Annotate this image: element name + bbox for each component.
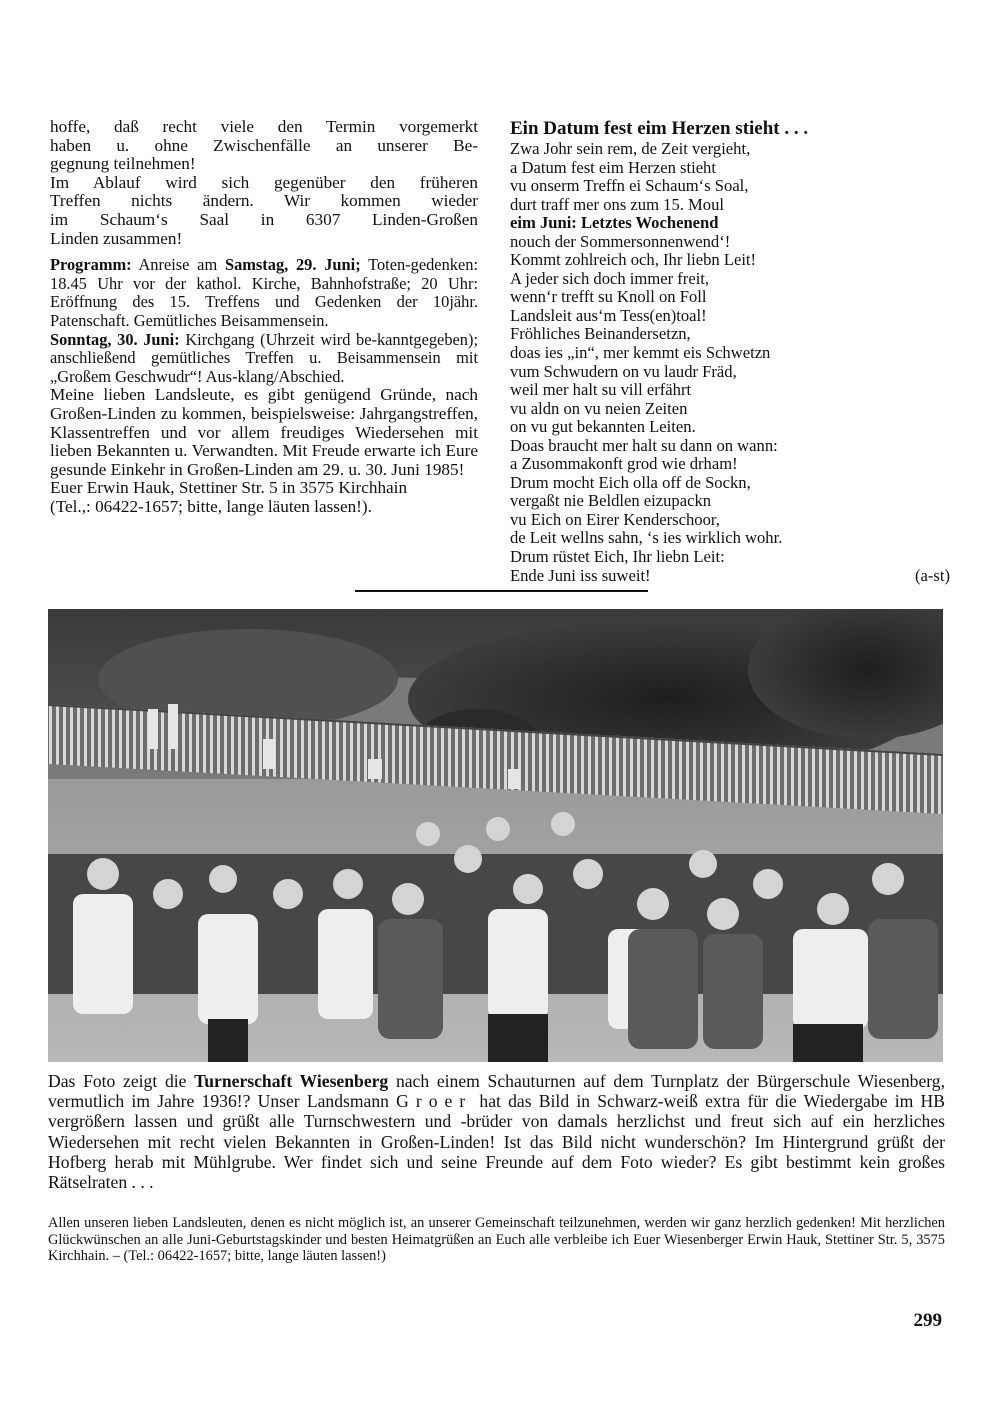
program-saturday: Samstag, 29. Juni; bbox=[224, 255, 361, 275]
left-column bbox=[50, 118, 478, 516]
poem-line: wenn‘r trefft su Knoll on Foll bbox=[510, 287, 707, 307]
poem-line: Kommt zohlreich och, Ihr liebn Leit! bbox=[510, 250, 757, 270]
intro-line: Linden zusammen! bbox=[50, 228, 183, 248]
club-name: Turnerschaft Wiesenberg bbox=[194, 1071, 389, 1091]
poem-line: Doas braucht mer halt su dann on wann: bbox=[510, 435, 778, 455]
poem-line: a Datum fest eim Herzen stieht bbox=[510, 157, 716, 177]
program-sunday: Sonntag, 30. Juni: bbox=[50, 329, 180, 349]
program-paragraph: Programm: Anreise am Samstag, 29. Juni; Toten-gedenken: 18.45 Uhr vor der kathol. Kirche, Bahnhofstraße; 20 Uhr: Eröffnung des 15. Treffens und Gedenken der 10jähr. Patenschaft. Gemütliches Beisammensein. Sonntag, 30. Juni: Kirchgang (Uhrzeit wird be-kanntgegeben); anschließend gemütliches Treffen u. Beisammensein mit „Großem Geschwudr“! Aus-klang/Abschied. bbox=[50, 255, 479, 386]
poem-line: on vu gut bekannten Leiten. bbox=[510, 417, 696, 437]
program-label: Programm: bbox=[50, 255, 132, 275]
appeal-paragraph: Meine lieben Landsleute, es gibt genügend Gründe, nach Großen-Linden zu kommen, beispielsweise: Jahrgangstreffen, Klassentreffen und vor allem freudiges Wiedersehen mit lieben Bekannten u. Verwandten. Mit Freude erwarte ich Eure gesunde Einkehr in Großen-Linden am 29. u. 30. Juni 1985! bbox=[50, 385, 478, 479]
poem-line: Drum rüstet Eich, Ihr liebn Leit: bbox=[510, 547, 725, 567]
group-photo bbox=[48, 609, 943, 1062]
divider-rule bbox=[355, 590, 648, 592]
poem-line: Drum mocht Eich olla off de Sockn, bbox=[510, 472, 751, 492]
intro-line: Treffen nichts ändern. Wir kommen wieder bbox=[50, 191, 478, 211]
poem-line: Landsleit aus‘m Tess(en)toal! bbox=[510, 305, 707, 325]
intro-paragraph bbox=[50, 118, 478, 248]
intro-line: Im Ablauf wird sich gegenüber den früheren bbox=[50, 172, 478, 192]
poem-line: vu onserm Treffn ei Schaum‘s Soal, bbox=[510, 176, 749, 196]
photographer-name: Groer bbox=[396, 1091, 473, 1112]
poem-line: vu Eich on Eirer Kenderschoor, bbox=[510, 509, 720, 529]
poem-line: vergaßt nie Beldlen eizupackn bbox=[510, 491, 712, 511]
intro-line: im Schaum‘s Saal in 6307 Linden-Großen bbox=[50, 209, 478, 229]
poem-line: A jeder sich doch immer freit, bbox=[510, 268, 710, 288]
poem-line: vum Schwudern on vu laudr Fräd, bbox=[510, 361, 737, 381]
poem-line: a Zusommakonft grod wie drham! bbox=[510, 454, 738, 474]
poem-line: vu aldn on vu neien Zeiten bbox=[510, 398, 688, 418]
poem-line: eim Juni: Letztes Wochenend bbox=[510, 213, 719, 233]
poem-line: weil mer halt su vill erfährt bbox=[510, 380, 692, 400]
poem-line: nouch der Sommersonnenwend‘! bbox=[510, 231, 731, 251]
intro-line: gegnung teilnehmen! bbox=[50, 154, 196, 174]
poem-line: Ende Juni iss suweit! (a-st) bbox=[510, 565, 950, 585]
poem-line: Zwa Johr sein rem, de Zeit vergieht, bbox=[510, 139, 751, 158]
photo-caption: Das Foto zeigt die Turnerschaft Wiesenberg nach einem Schauturnen auf dem Turnplatz der Bürgerschule Wiesenberg, vermutlich im Jahre 1936!? Unser Landsmann Groer hat das Bild in Schwarz-weiß extra für die Wiedergabe im HB vergrößern lassen und grüßt alle Turnschwestern und -brüder von damals herzlichst und freut sich auf ein herzliches Wiedersehen mit recht vielen Bekannten in Großen-Linden! Ist das Bild nicht wunderschön? Im Hintergrund grüßt der Hofberg herab mit Mühlgrube. Wer findet sich und seine Freunde auf dem Foto wieder? Es gibt bestimmt kein großes Rätselraten . . . bbox=[48, 1071, 945, 1193]
poem-line: Fröhliches Beinandersetzn, bbox=[510, 324, 691, 344]
poem-line: durt traff mer ons zum 15. Moul bbox=[510, 194, 724, 214]
poem-title: Ein Datum fest eim Herzen stieht . . . bbox=[510, 118, 809, 139]
intro-line: haben u. ohne Zwischenfälle an unserer Be- bbox=[50, 135, 478, 155]
right-column bbox=[510, 118, 950, 585]
poem bbox=[510, 140, 950, 585]
poem-line: de Leit wellns sahn, ‘s ies wirklich wohr. bbox=[510, 528, 783, 548]
intro-line: hoffe, daß recht viele den Termin vorgemerkt bbox=[50, 117, 478, 136]
signature: Euer Erwin Hauk, Stettiner Str. 5 in 3575 Kirchhain (Tel.,: 06422-1657; bitte, lange läuten lassen!). bbox=[50, 478, 408, 516]
page-number: 299 bbox=[913, 1310, 942, 1331]
poem-line: doas ies „in“, mer kemmt eis Schwetzn bbox=[510, 343, 771, 363]
group-photo-image bbox=[48, 609, 943, 1062]
closing-paragraph: Allen unseren lieben Landsleuten, denen es nicht möglich ist, an unserer Gemeinschaft teilzunehmen, werden wir ganz herzlich gedenken! Mit herzlichen Glückwünschen an alle Juni-Geburtstagskinder und besten Heimatgrüßen an Euch alle verbleibe ich Euer Wiesenberger Erwin Hauk, Stettiner Str. 5, 3575 Kirchhain. – (Tel.: 06422-1657; bitte, lange läuten lassen!) bbox=[48, 1215, 945, 1265]
poem-signature: (a-st) bbox=[914, 565, 950, 585]
